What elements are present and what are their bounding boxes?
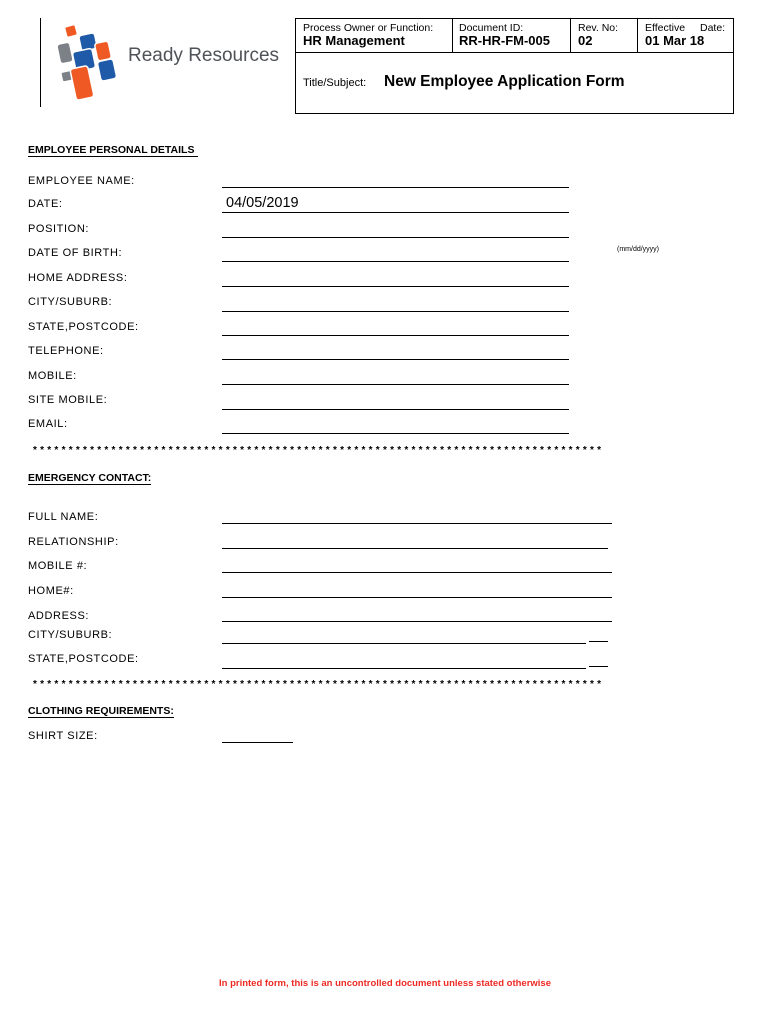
emergency-full-name-input[interactable] — [222, 505, 612, 523]
header-table-divider — [637, 18, 638, 52]
email-input[interactable] — [222, 415, 569, 433]
site-mobile-label: SITE MOBILE: — [28, 394, 108, 406]
home-address-line — [222, 286, 569, 287]
document-id-label: Document ID: — [459, 22, 524, 34]
telephone-line — [222, 359, 569, 360]
date-of-birth-line — [222, 261, 569, 262]
telephone-input[interactable] — [222, 341, 569, 359]
header-table-border — [295, 52, 733, 53]
city-suburb-input[interactable] — [222, 293, 569, 311]
date-line — [222, 212, 569, 213]
email-label: EMAIL: — [28, 418, 68, 430]
date-format-hint: (mm/dd/yyyy) — [617, 246, 659, 253]
header-table-border — [733, 18, 734, 113]
clothing-requirements-heading: CLOTHING REQUIREMENTS: — [28, 705, 174, 717]
emergency-state-postcode-label: STATE,POSTCODE: — [28, 653, 139, 665]
state-postcode-line — [222, 335, 569, 336]
emergency-state-postcode-line — [222, 668, 586, 669]
mobile-label: MOBILE: — [28, 370, 77, 382]
revision-label: Rev. No: — [578, 22, 619, 34]
employee-name-line — [222, 187, 569, 188]
site-mobile-line — [222, 409, 569, 410]
effective-date-label: Effective Date: — [645, 22, 726, 34]
process-owner-label: Process Owner or Function: — [303, 22, 434, 34]
asterisk-separator: ******************************************************************************** — [33, 679, 605, 690]
position-label: POSITION: — [28, 223, 90, 235]
emergency-home-phone-line — [222, 597, 612, 598]
emergency-relationship-line — [222, 548, 608, 549]
shirt-size-label: SHIRT SIZE: — [28, 730, 98, 742]
emergency-full-name-line — [222, 523, 612, 524]
header-table-border — [295, 18, 296, 113]
site-mobile-input[interactable] — [222, 391, 569, 409]
emergency-full-name-label: FULL NAME: — [28, 511, 99, 523]
title-subject-label: Title/Subject: — [303, 77, 367, 89]
date-of-birth-input[interactable] — [222, 243, 569, 261]
emergency-relationship-label: RELATIONSHIP: — [28, 536, 119, 548]
logo-piece-orange-right — [94, 41, 111, 62]
header-table-border — [295, 113, 734, 114]
shirt-size-line — [222, 742, 293, 743]
emergency-city-suburb-label: CITY/SUBURB: — [28, 629, 113, 641]
email-line — [222, 433, 569, 434]
uncontrolled-document-notice: In printed form, this is an uncontrolled document unless stated otherwise — [218, 978, 551, 989]
home-address-label: HOME ADDRESS: — [28, 272, 128, 284]
emergency-city-suburb-input[interactable] — [222, 625, 608, 643]
emergency-contact-heading: EMERGENCY CONTACT: — [28, 472, 152, 484]
header-table-border — [295, 18, 733, 19]
logo-piece-blue-right — [97, 59, 117, 82]
document-id-value: RR-HR-FM-005 — [459, 33, 550, 48]
logo-piece-orange-top — [64, 24, 77, 37]
emergency-mobile-label: MOBILE #: — [28, 560, 88, 572]
logo-piece-gray-left — [57, 42, 74, 64]
date-of-birth-label: DATE OF BIRTH: — [28, 247, 123, 259]
position-line — [222, 237, 569, 238]
employee-name-label: EMPLOYEE NAME: — [28, 175, 135, 187]
home-address-input[interactable] — [222, 268, 569, 286]
emergency-address-line — [222, 621, 612, 622]
mobile-input[interactable] — [222, 366, 569, 384]
revision-value: 02 — [578, 33, 593, 48]
header-table-divider — [570, 18, 571, 52]
logo-piece-orange-bottom — [70, 65, 94, 100]
effective-date-value: 01 Mar 18 — [645, 33, 705, 48]
emergency-mobile-input[interactable] — [222, 554, 612, 572]
city-suburb-line — [222, 311, 569, 312]
emergency-address-input[interactable] — [222, 603, 612, 621]
state-postcode-input[interactable] — [222, 317, 569, 335]
ready-resources-logo-icon — [50, 20, 125, 105]
personal-details-heading: EMPLOYEE PERSONAL DETAILS — [28, 144, 198, 157]
city-suburb-label: CITY/SUBURB: — [28, 296, 113, 308]
emergency-home-phone-label: HOME#: — [28, 585, 74, 597]
emergency-home-phone-input[interactable] — [222, 579, 612, 597]
process-owner-value: HR Management — [303, 33, 405, 48]
state-postcode-label: STATE,POSTCODE: — [28, 321, 139, 333]
date-input[interactable] — [222, 194, 569, 212]
emergency-city-suburb-line — [222, 643, 586, 644]
shirt-size-input[interactable] — [222, 724, 293, 742]
asterisk-separator: ******************************************************************************** — [33, 445, 605, 456]
mobile-line — [222, 384, 569, 385]
employee-name-input[interactable] — [222, 169, 569, 187]
emergency-mobile-line — [222, 572, 612, 573]
date-label: DATE: — [28, 198, 63, 210]
logo-wordmark: Ready Resources — [128, 45, 280, 66]
emergency-state-postcode-input[interactable] — [222, 650, 608, 668]
emergency-relationship-input[interactable] — [222, 530, 608, 548]
position-input[interactable] — [222, 219, 569, 237]
emergency-address-label: ADDRESS: — [28, 610, 90, 622]
form-title: New Employee Application Form — [384, 73, 625, 90]
logo-box-border — [40, 18, 41, 107]
header-table-divider — [452, 18, 453, 52]
telephone-label: TELEPHONE: — [28, 345, 104, 357]
